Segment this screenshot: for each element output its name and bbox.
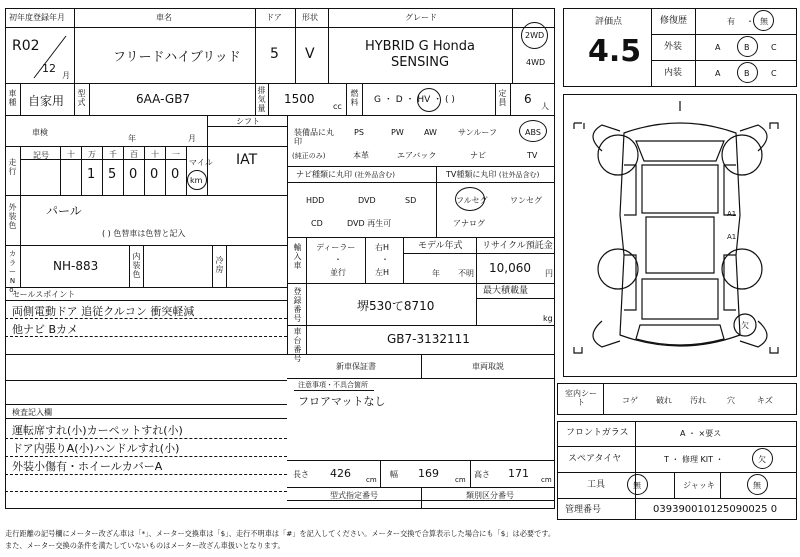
footer-note-1: 走行距離の記号欄にメーター改ざん車は「*」、メーター交換車は「$」、走行不明車は「#」を記入してください。メーター交換で合算表示した場合にも「$」は必要です。	[5, 529, 556, 538]
length-label: 長さ	[293, 470, 309, 479]
repair-option-2: 無	[760, 17, 768, 26]
import-label: 輸入車	[293, 243, 302, 270]
type-no-label: 型式指定番号	[330, 491, 378, 500]
tools-label: 工具	[587, 480, 606, 490]
mileage-digit-1: 1	[87, 167, 96, 182]
jack-label: ジャッキ	[683, 481, 715, 490]
chassis-value: GB7-3132111	[387, 332, 470, 346]
capacity-unit: 人	[541, 102, 549, 111]
inspection-month-unit: 月	[188, 134, 196, 143]
sheet-scratch: キズ	[757, 396, 773, 405]
equip-ps: PS	[354, 128, 364, 137]
nav-dvd-play: DVD 再生可	[347, 219, 392, 228]
nav-dvd: DVD	[358, 196, 376, 205]
score-value: 4.5	[588, 34, 642, 69]
spare-value: T ・ 修理 KIT ・	[664, 455, 724, 464]
height-label: 高さ	[474, 470, 490, 479]
equipment-sublabel: (純正のみ)	[292, 152, 326, 160]
grade-label: グレード	[405, 13, 437, 22]
length-value: 426	[330, 467, 351, 480]
jack-none: 無	[753, 481, 761, 490]
sheet-stain: 汚れ	[690, 396, 706, 405]
spare-label: スペアタイヤ	[568, 454, 622, 464]
drive-2wd: 2WD	[525, 31, 545, 40]
equip-tv: TV	[527, 151, 538, 160]
max-load-unit: kg	[543, 314, 553, 323]
mgmt-label: 管理番号	[565, 505, 602, 515]
diagram-mark-3: 欠	[741, 321, 749, 330]
fridge-label: 冷房	[215, 256, 224, 274]
warranty-label: 新車保証書	[336, 362, 376, 371]
category-label: 車種	[8, 89, 17, 107]
drive-4wd: 4WD	[526, 58, 546, 67]
mileage-label: 走行	[8, 158, 17, 176]
windshield-value: A ・ ×要ス	[680, 429, 722, 438]
shape-label: 形状	[302, 13, 318, 22]
grade-line1: HYBRID G Honda	[364, 39, 476, 54]
mileage-unit-1: 万	[88, 150, 96, 159]
reg-no-label: 登録番号	[293, 287, 302, 323]
mileage-unit-3: 百	[130, 150, 138, 159]
height-unit: cm	[541, 476, 552, 484]
parallel-label: 並行	[330, 268, 346, 277]
door-label: ドア	[266, 13, 282, 22]
tools-none: 無	[633, 481, 641, 490]
fuel-label: 燃料	[350, 89, 359, 107]
notes-value: フロアマットなし	[298, 395, 386, 408]
interior-option-1: B	[744, 69, 750, 78]
mileage-unit-0: 十	[67, 150, 75, 159]
spare-missing: 欠	[758, 455, 766, 464]
mileage-digit-4: 0	[150, 167, 159, 182]
inspection-notes-label: 検査記入欄	[12, 408, 52, 417]
inspection-label: 車検	[32, 128, 48, 137]
repair-label: 修復歴	[660, 16, 688, 26]
sheet-tear: 破れ	[656, 396, 672, 405]
mileage-unit-label: マイル	[189, 158, 213, 167]
exterior-option-0: A	[715, 43, 721, 52]
car-diagram	[564, 95, 796, 376]
tv-type-label: TV種類に丸印 (社外品含む)	[446, 170, 540, 179]
exterior-label: 外装	[664, 42, 683, 52]
dealer-label: ディーラー	[316, 243, 356, 252]
equipment-label: 装備品に丸印	[294, 128, 334, 146]
repair-option-1: ・	[746, 17, 754, 26]
class-no-label: 類別区分番号	[466, 491, 514, 500]
score-label: 評価点	[595, 17, 623, 27]
first-reg-label: 初年度登録年月	[9, 13, 65, 22]
repair-option-0: 有	[727, 17, 735, 26]
nav-type-label: ナビ種類に丸印 (社外品含む)	[296, 170, 396, 179]
tv-fullseg: フルセグ	[456, 196, 488, 205]
sales-points-label: セールスポイント	[12, 290, 76, 299]
mileage-km: km	[190, 176, 203, 185]
displacement-unit: cc	[333, 102, 342, 111]
model-value: 6AA-GB7	[136, 92, 191, 106]
mileage-symbol-label: 記号	[33, 151, 49, 160]
interior-label: 内装	[664, 68, 683, 78]
length-unit: cm	[366, 476, 377, 484]
color-label: 外装色	[8, 203, 17, 230]
max-load-label: 最大積載量	[483, 286, 529, 296]
color-no-value: NH-883	[53, 259, 99, 273]
dealer-sep: ・	[334, 255, 342, 264]
interior-color-label: 内装色	[132, 252, 141, 279]
color-no-label: カラーNo.	[9, 250, 16, 294]
interior-sheet-label: 室内シート	[565, 389, 597, 407]
shape-value: V	[305, 46, 315, 62]
right-hand-label: 右H	[375, 243, 390, 252]
notes-label: 注意事項・不具合箇所	[298, 381, 368, 389]
model-label: 型式	[77, 89, 86, 107]
interior-selected-circle	[737, 62, 758, 83]
nav-cd: CD	[311, 219, 323, 228]
sheet-hole: 穴	[727, 396, 735, 405]
manual-label: 車両取説	[472, 362, 504, 371]
repair-selected-circle	[753, 10, 774, 31]
shift-label: シフト	[236, 117, 260, 126]
equip-abs: ABS	[525, 128, 541, 137]
fuel-options: G ・ D ・ HV ・ ( )	[374, 95, 455, 105]
height-value: 171	[508, 467, 529, 480]
equip-airbag: エアバック	[397, 151, 437, 160]
equip-navi: ナビ	[470, 151, 486, 160]
sales-points-line1: 両側電動ドア 追従クルコン 衝突軽減	[12, 305, 195, 318]
tv-analog: アナログ	[453, 219, 485, 228]
sheet-scorch: コゲ	[622, 396, 638, 405]
mileage-unit-5: 一	[172, 150, 180, 159]
exterior-selected-circle	[737, 36, 758, 57]
width-unit: cm	[455, 476, 466, 484]
width-value: 169	[418, 467, 439, 480]
doors-value: 5	[270, 46, 279, 62]
color-note: ( ) 色替車は色替と記入	[102, 229, 186, 238]
first-reg-month: 12	[42, 62, 56, 75]
inspection-note-3: 外装小傷有・ホイールカバーA	[12, 460, 163, 473]
equip-pw: PW	[391, 128, 404, 137]
exterior-option-2: C	[771, 43, 777, 52]
capacity-label: 定員	[498, 89, 507, 107]
mileage-digit-3: 0	[129, 167, 138, 182]
model-year-value: 不明	[458, 269, 474, 278]
first-reg-month-unit: 月	[62, 71, 70, 80]
capacity-value: 6	[524, 92, 532, 106]
sales-points-line2: 他ナビ Bカメ	[12, 323, 79, 336]
model-year-unit: 年	[432, 269, 440, 278]
windshield-label: フロントガラス	[566, 428, 629, 438]
recycle-unit: 円	[545, 269, 553, 278]
mileage-digit-2: 5	[108, 167, 117, 182]
interior-option-0: A	[715, 69, 721, 78]
first-reg-era: R02	[12, 38, 40, 54]
shift-value: IAT	[236, 152, 258, 168]
footer-note-2: また、メーター交換の条件を満たしていないものはメーター改ざん車扱いとなります。	[5, 541, 285, 550]
inspection-note-1: 運転席すれ(小)カーペットすれ(小)	[12, 424, 183, 437]
interior-option-2: C	[771, 69, 777, 78]
tv-oneseg: ワンセグ	[510, 196, 542, 205]
fuel-hv-circle	[417, 88, 441, 112]
equip-leather: 本革	[353, 151, 369, 160]
inspection-year-unit: 年	[128, 134, 136, 143]
exterior-option-1: B	[744, 43, 750, 52]
inspection-note-2: ドア内張りA(小)ハンドルすれ(小)	[12, 442, 180, 455]
displacement-label: 排気量	[257, 86, 266, 113]
diagram-mark-2: A1	[727, 233, 737, 241]
nav-sd: SD	[405, 196, 417, 205]
mileage-digit-5: 0	[171, 167, 180, 182]
chassis-label: 車台番号	[293, 327, 302, 363]
color-value: パール	[46, 204, 82, 218]
equip-aw: AW	[424, 128, 437, 137]
model-year-label: モデル年式	[418, 241, 463, 251]
displacement-value: 1500	[284, 92, 315, 106]
nav-hdd: HDD	[306, 196, 325, 205]
car-name: フリードハイブリッド	[113, 50, 241, 65]
reg-no-value: 堺530て8710	[357, 299, 435, 313]
mileage-unit-4: 十	[151, 150, 159, 159]
recycle-label: リサイクル預託金	[482, 241, 553, 251]
category-value: 自家用	[28, 94, 65, 108]
grade-line2: SENSING	[390, 55, 450, 70]
car-name-label: 車名	[156, 13, 172, 22]
recycle-value: 10,060	[489, 261, 531, 275]
left-hand-label: 左H	[375, 268, 390, 277]
handle-sep: ・	[381, 255, 389, 264]
diagram-mark-1: A1	[727, 210, 737, 218]
width-label: 幅	[390, 470, 398, 479]
equip-sunroof: サンルーフ	[458, 128, 497, 137]
mileage-unit-2: 千	[109, 150, 117, 159]
mgmt-value: 039390010125090025 0	[653, 504, 778, 515]
